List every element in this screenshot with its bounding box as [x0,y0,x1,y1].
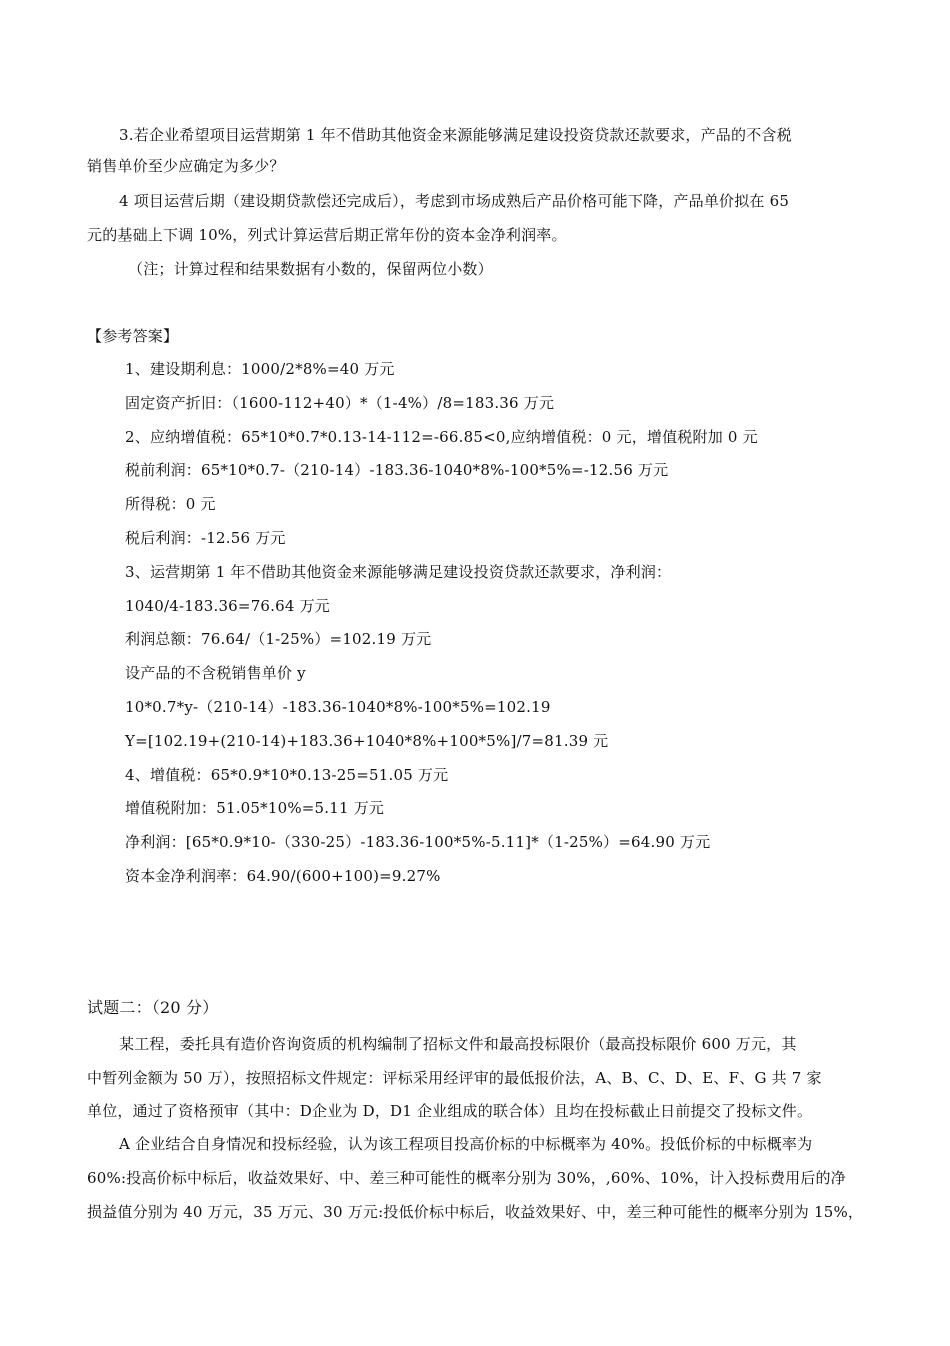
answer-heading: 【参考答案】 [87,327,179,345]
answer-line: 增值税附加：51.05*10%=5.11 万元 [125,799,385,817]
q3-text-line-1: 3.若企业希望项目运营期第 1 年不借助其他资金来源能够满足建设投资贷款还款要求，产品的不含税 [119,126,792,144]
answer-line: 净利润：[65*0.9*10-（330-25）-183.36-100*5%-5.11]*（1-25%）=64.90 万元 [125,833,711,851]
question-2-para-2-line-2: 60%:投高价标中标后，收益效果好、中、差三种可能性的概率分别为 30%，,60%、10%，计入投标费用后的净 [87,1169,846,1187]
question-2-para-2-line-1: A 企业结合自身情况和投标经验，认为该工程项目投高价标的中标概率为 40%。投低价标的中标概率为 [119,1135,813,1153]
answer-line: 利润总额：76.64/（1-25%）=102.19 万元 [125,630,432,648]
answer-line: 税前利润：65*10*0.7-（210-14）-183.36-1040*8%-100*5%=-12.56 万元 [125,461,669,479]
question-2-para-1-line-1: 某工程，委托具有造价咨询资质的机构编制了招标文件和最高投标限价（最高投标限价 600 万元，其 [119,1035,797,1053]
answer-line: Y=[102.19+(210-14)+183.36+1040*8%+100*5%]/7=81.39 元 [125,732,609,750]
answer-line: 资本金净利润率：64.90/(600+100)=9.27% [125,867,441,885]
answer-line: 3、运营期第 1 年不借助其他资金来源能够满足建设投资贷款还款要求，净利润： [125,563,672,581]
answer-line: 4、增值税：65*0.9*10*0.13-25=51.05 万元 [125,766,449,784]
question-2-para-1-line-2: 中暂列金额为 50 万），按照招标文件规定：评标采用经评审的最低报价法，A、B、C、D、E、F、G 共 7 家 [87,1069,822,1087]
q3-text-line-2: 销售单价至少应确定为多少？ [87,157,285,175]
answer-line: 1、建设期利息：1000/2*8%=40 万元 [125,360,395,378]
question-2-para-2-line-3: 损益值分别为 40 万元，35 万元、30 万元:投低价标中标后，收益效果好、中，差三种可能性的概率分别为 15%， [87,1203,864,1221]
calculation-note: （注；计算过程和结果数据有小数的，保留两位小数） [128,260,493,278]
question-2-para-1-line-3: 单位，通过了资格预审（其中：D企业为 D，D1 企业组成的联合体）且均在投标截止日前提交了投标文件。 [87,1102,813,1120]
answer-line: 固定资产折旧：（1600-112+40）*（1-4%）/8=183.36 万元 [125,394,555,412]
q4-text-line-2: 元的基础上下调 10%，列式计算运营后期正常年份的资本金净利润率。 [87,226,567,244]
answer-line: 10*0.7*y-（210-14）-183.36-1040*8%-100*5%=102.19 [125,698,551,716]
q4-text-line-1: 4 项目运营后期（建设期贷款偿还完成后），考虑到市场成熟后产品价格可能下降，产品单价拟在 65 [119,192,790,210]
answer-line: 税后利润：-12.56 万元 [125,529,286,547]
answer-line: 设产品的不含税销售单价 y [125,664,306,682]
answer-line: 1040/4-183.36=76.64 万元 [125,597,331,615]
answer-line: 2、应纳增值税：65*10*0.7*0.13-14-112=-66.85<0,应纳增值税：0 元，增值税附加 0 元 [125,428,758,446]
question-2-heading: 试题二：（20 分） [87,998,219,1017]
answer-line: 所得税：0 元 [125,495,216,513]
